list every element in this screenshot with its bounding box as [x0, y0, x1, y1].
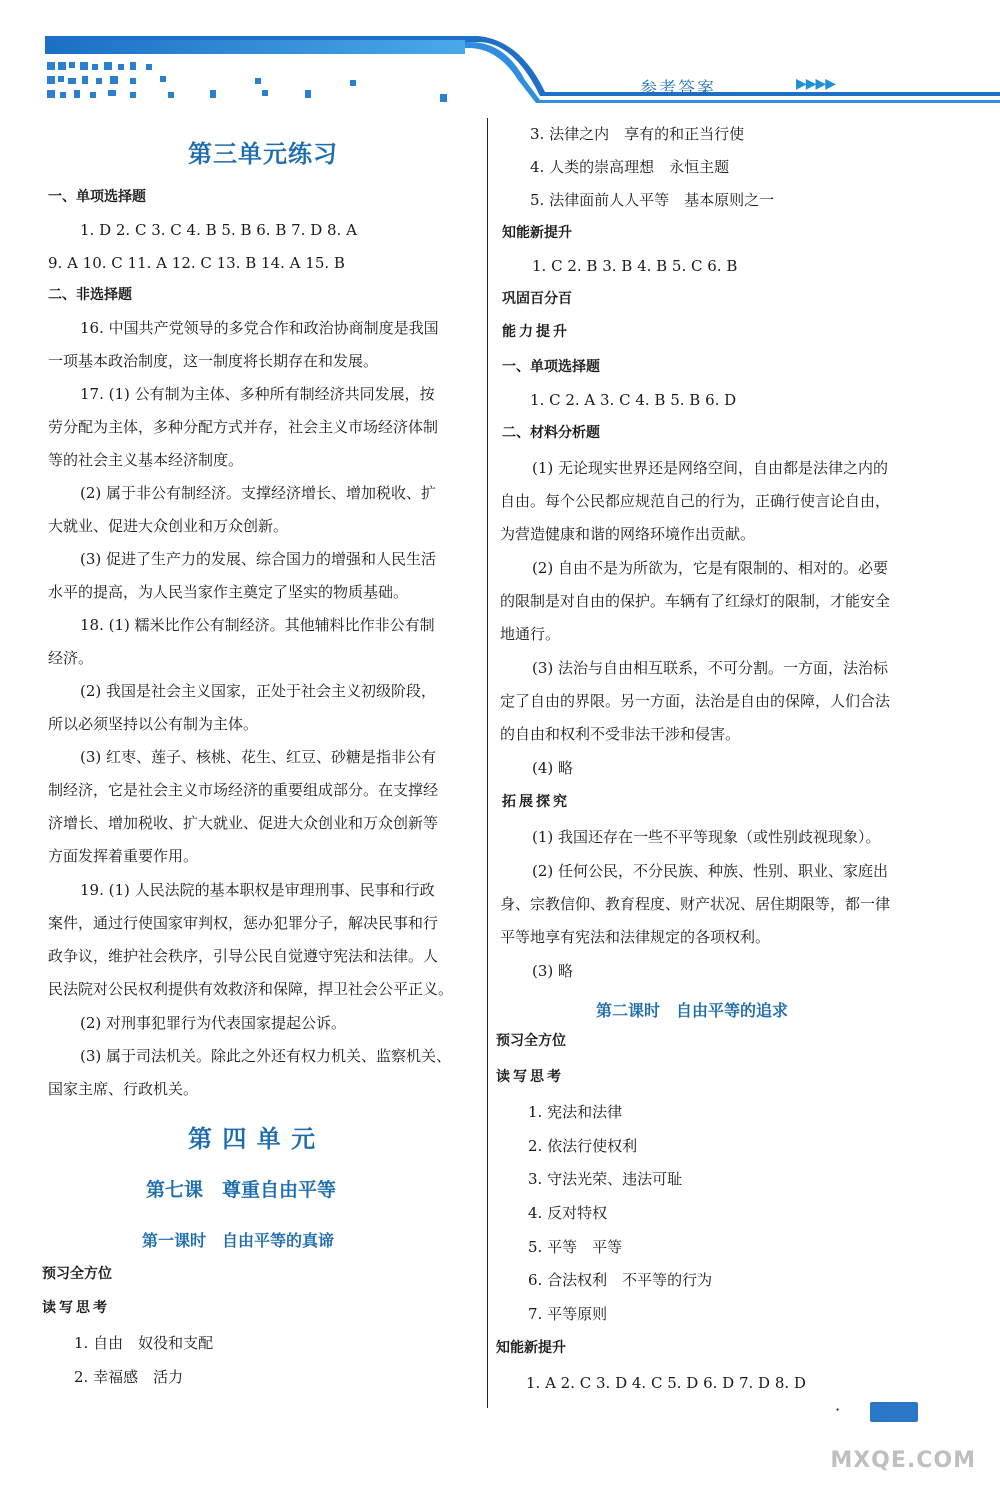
answer-line: 3. 守法光荣、违法可耻 — [528, 1170, 683, 1188]
paragraph-line: 16. 中国共产党领导的多党合作和政治协商制度是我国 — [80, 319, 439, 337]
section-heading: 能力提升 — [502, 324, 570, 340]
section-heading: 二、非选择题 — [48, 287, 132, 303]
paragraph-line: 地通行。 — [500, 625, 561, 643]
unit3-title: 第三单元练习 — [188, 139, 338, 168]
paragraph-line: (3) 属于司法机关。除此之外还有权力机关、监察机关、 — [80, 1047, 452, 1065]
header-banner — [0, 0, 1000, 112]
paragraph-line: 一项基本政治制度，这一制度将长期存在和发展。 — [48, 352, 379, 370]
paragraph-line: 17. (1) 公有制为主体、多种所有制经济共同发展，按 — [80, 385, 435, 403]
paragraph-line: 所以必须坚持以公有制为主体。 — [48, 715, 259, 733]
paragraph-line: 国家主席、行政机关。 — [48, 1080, 199, 1098]
section-heading: 读写思考 — [42, 1300, 110, 1316]
header-arrows-icon: ▶▶▶▶ — [796, 76, 836, 92]
answer-line: 1. 宪法和法律 — [528, 1103, 623, 1121]
answer-line: 1. A 2. C 3. D 4. C 5. D 6. D 7. D 8. D — [526, 1374, 806, 1392]
answer-line: 4. 反对特权 — [528, 1204, 608, 1222]
answer-line: 5. 平等 平等 — [528, 1238, 623, 1256]
paragraph-line: 的自由和权利不受非法干涉和侵害。 — [500, 725, 741, 743]
page-number-badge — [870, 1402, 918, 1422]
lesson7-title: 第七课 尊重自由平等 — [146, 1179, 337, 1201]
paragraph-line: 身、宗教信仰、教育程度、财产状况、居住期限等，都一律 — [500, 895, 891, 913]
paragraph-line: 18. (1) 糯米比作公有制经济。其他辅料比作非公有制 — [80, 616, 435, 634]
paragraph-line: 19. (1) 人民法院的基本职权是审理刑事、民事和行政 — [80, 881, 435, 899]
paragraph-line: (4) 略 — [532, 759, 574, 777]
paragraph-line: (2) 对刑事犯罪行为代表国家提起公诉。 — [80, 1014, 347, 1032]
paragraph-line: 大就业、促进大众创业和万众创新。 — [48, 517, 289, 535]
paragraph-line: 劳分配为主体，多种分配方式并存，社会主义市场经济体制 — [48, 418, 439, 436]
section-heading: 知能新提升 — [496, 1340, 566, 1356]
answer-line: 1. C 2. A 3. C 4. B 5. B 6. D — [530, 391, 737, 409]
answer-line: 4. 人类的崇高理想 永恒主题 — [530, 158, 730, 176]
paragraph-line: 政争议，维护社会秩序，引导公民自觉遵守宪法和法律。人 — [48, 947, 439, 965]
section-heading: 预习全方位 — [496, 1033, 566, 1049]
paragraph-line: (3) 促进了生产力的发展、综合国力的增强和人民生活 — [80, 550, 437, 568]
answer-line: 6. 合法权利 不平等的行为 — [528, 1271, 713, 1289]
paragraph-line: 案件，通过行使国家审判权，惩办犯罪分子，解决民事和行 — [48, 914, 439, 932]
answer-line: 1. C 2. B 3. B 4. B 5. C 6. B — [532, 257, 738, 275]
section-heading: 拓展探究 — [502, 794, 570, 810]
header-decoration — [0, 0, 1000, 112]
header-title: 参考答案 — [640, 79, 716, 99]
answer-line: 7. 平等原则 — [528, 1305, 608, 1323]
answer-line: 2. 幸福感 活力 — [74, 1368, 184, 1386]
paragraph-line: 方面发挥着重要作用。 — [48, 847, 199, 865]
paragraph-line: (1) 我国还存在一些不平等现象（或性别歧视现象）。 — [532, 828, 881, 846]
column-divider — [487, 118, 488, 1408]
unit4-title: 第 四 单 元 — [188, 1124, 317, 1153]
section-heading: 预习全方位 — [42, 1266, 112, 1282]
paragraph-line: 经济。 — [48, 649, 94, 667]
paragraph-line: (2) 我国是社会主义国家，正处于社会主义初级阶段， — [80, 682, 437, 700]
paragraph-line: (2) 自由不是为所欲为，它是有限制的、相对的。必要 — [532, 559, 889, 577]
period2-title: 第二课时 自由平等的追求 — [596, 1001, 789, 1020]
section-heading: 读写思考 — [496, 1069, 564, 1085]
paragraph-line: 自由。每个公民都应规范自己的行为，正确行使言论自由， — [500, 492, 891, 510]
paragraph-line: (3) 法治与自由相互联系，不可分割。一方面，法治标 — [532, 659, 889, 677]
paragraph-line: (2) 任何公民，不分民族、种族、性别、职业、家庭出 — [532, 862, 889, 880]
answer-line: 3. 法律之内 享有的和正当行使 — [530, 125, 745, 143]
paragraph-line: 为营造健康和谐的网络环境作出贡献。 — [500, 525, 756, 543]
paragraph-line: 的限制是对自由的保护。车辆有了红绿灯的限制，才能安全 — [500, 592, 891, 610]
answer-line: 1. D 2. C 3. C 4. B 5. B 6. B 7. D 8. A — [80, 221, 357, 239]
paragraph-line: (1) 无论现实世界还是网络空间，自由都是法律之内的 — [532, 459, 889, 477]
period1-title: 第一课时 自由平等的真谛 — [142, 1231, 335, 1250]
answer-line: 1. 自由 奴役和支配 — [74, 1334, 214, 1352]
paragraph-line: 平等地享有宪法和法律规定的各项权利。 — [500, 928, 771, 946]
paragraph-line: 济增长、增加税收、扩大就业、促进大众创业和万众创新等 — [48, 814, 439, 832]
section-heading: 知能新提升 — [502, 225, 572, 241]
answer-line: 2. 依法行使权利 — [528, 1137, 638, 1155]
answer-line: 9. A 10. C 11. A 12. C 13. B 14. A 15. B — [48, 254, 345, 272]
paragraph-line: (2) 属于非公有制经济。支撑经济增长、增加税收、扩 — [80, 484, 437, 502]
section-heading: 二、材料分析题 — [502, 425, 600, 441]
paragraph-line: 制经济，它是社会主义市场经济的重要组成部分。在支撑经 — [48, 781, 439, 799]
paragraph-line: (3) 红枣、莲子、核桃、花生、红豆、砂糖是指非公有 — [80, 748, 437, 766]
footer-dot: · — [835, 1400, 841, 1419]
paragraph-line: 民法院对公民权利提供有效救济和保障，捍卫社会公平正义。 — [48, 980, 454, 998]
paragraph-line: 水平的提高，为人民当家作主奠定了坚实的物质基础。 — [48, 583, 409, 601]
section-heading: 一、单项选择题 — [48, 189, 146, 205]
paragraph-line: 定了自由的界限。另一方面，法治是自由的保障，人们合法 — [500, 692, 891, 710]
paragraph-line: (3) 略 — [532, 962, 574, 980]
paragraph-line: 等的社会主义基本经济制度。 — [48, 451, 244, 469]
watermark: MXQE.COM — [830, 1448, 976, 1473]
section-heading: 一、单项选择题 — [502, 359, 600, 375]
section-heading: 巩固百分百 — [502, 291, 572, 307]
answer-line: 5. 法律面前人人平等 基本原则之一 — [530, 191, 775, 209]
